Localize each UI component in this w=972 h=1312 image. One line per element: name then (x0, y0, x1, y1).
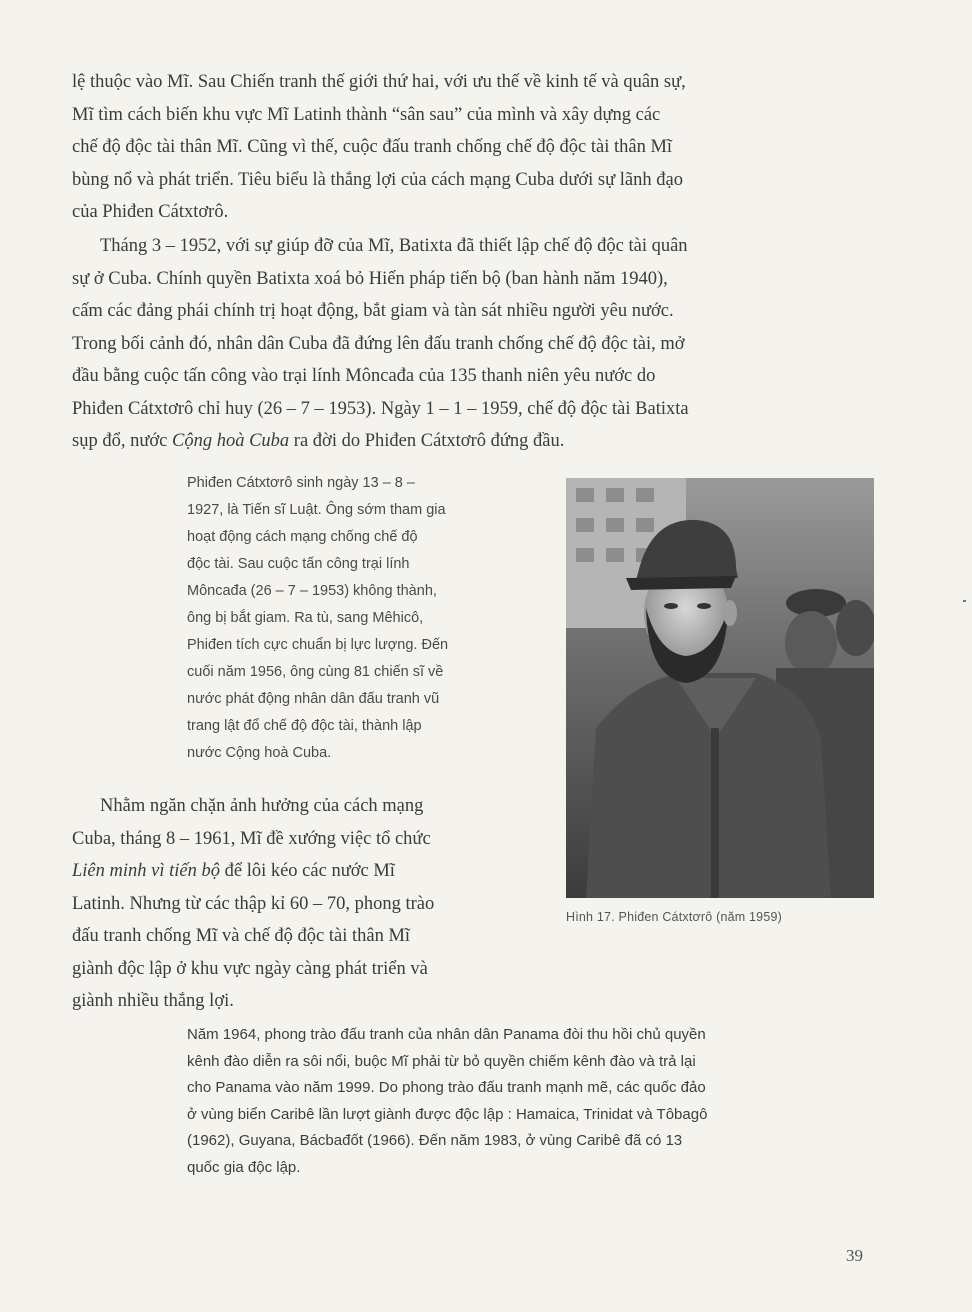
bio-line: Phiđen Cátxtơrô sinh ngày 13 – 8 – (187, 475, 415, 491)
bio-line: ông bị bắt giam. Ra tù, sang Mêhicô, (187, 610, 424, 626)
note-line: Năm 1964, phong trào đấu tranh của nhân dân Panama đòi thu hồi chủ quyền (187, 1026, 706, 1043)
portrait-illustration (566, 478, 874, 898)
text-run: ra đời do Phiđen Cátxtơrô đứng đầu. (289, 431, 565, 451)
page-number: 39 (846, 1246, 863, 1265)
bio-line: trang lật đổ chế độ độc tài, thành lập (187, 718, 422, 734)
bio-line: độc tài. Sau cuộc tấn công trại lính (187, 556, 410, 572)
text-run: để lôi kéo các nước Mĩ (219, 861, 395, 881)
bio-box (187, 470, 547, 767)
bio-line: Môncađa (26 – 7 – 1953) không thành, (187, 583, 437, 599)
text-line: Mĩ tìm cách biến khu vực Mĩ Latinh thành “sân sau” của mình và xây dựng các (72, 104, 661, 125)
text-line: sự ở Cuba. Chính quyền Batixta xoá bỏ Hiến pháp tiến bộ (ban hành năm 1940), (72, 268, 668, 289)
bio-line: nước phát động nhân dân đấu tranh vũ (187, 691, 440, 707)
text-run: sụp đổ, nước (72, 431, 172, 451)
paragraph-alliance (72, 790, 542, 1018)
note-line: kênh đào diễn ra sôi nổi, buộc Mĩ phải từ bỏ quyền chiếm kênh đào và trả lại (187, 1052, 696, 1070)
text-line: Nhằm ngăn chặn ảnh hưởng của cách mạng (100, 796, 424, 816)
text-line: Phiđen Cátxtơrô chỉ huy (26 – 7 – 1953). Ngày 1 – 1 – 1959, chế độ độc tài Batixta (72, 398, 689, 419)
text-line (72, 855, 542, 888)
bio-line: cuối năm 1956, ông cùng 81 chiến sĩ về (187, 664, 444, 680)
note-box (187, 1022, 887, 1181)
scan-mark (963, 600, 966, 602)
note-line: ở vùng biển Caribê lần lượt giành được độc lập : Hamaica, Trinidat và Tôbagô (187, 1105, 708, 1123)
paragraph-batista (72, 230, 872, 458)
text-line (72, 425, 872, 458)
text-line: đấu tranh chống Mĩ và chế độ độc tài thân Mĩ (72, 926, 411, 946)
text-line: Cuba, tháng 8 – 1961, Mĩ đề xướng việc tổ chức (72, 828, 431, 849)
text-line: Trong bối cảnh đó, nhân dân Cuba đã đứng lên đấu tranh chống chế độ độc tài, mở (72, 333, 685, 354)
note-line: quốc gia độc lập. (187, 1158, 301, 1176)
text-line: đầu bằng cuộc tấn công vào trại lính Môncađa của 135 thanh niên yêu nước do (72, 366, 656, 386)
bio-line: nước Cộng hoà Cuba. (187, 745, 332, 761)
text-line: chế độ độc tài thân Mĩ. Cũng vì thế, cuộc đấu tranh chống chế độ độc tài thân Mĩ (72, 137, 673, 157)
bio-line: 1927, là Tiến sĩ Luật. Ông sớm tham gia (187, 502, 446, 518)
paragraph-intro (72, 66, 872, 229)
text-line: Tháng 3 – 1952, với sự giúp đỡ của Mĩ, Batixta đã thiết lập chế độ độc tài quân (100, 236, 688, 256)
italic-term: Cộng hoà Cuba (171, 431, 290, 451)
portrait-photo (566, 478, 874, 898)
text-line: giành độc lập ở khu vực ngày càng phát triển và (72, 958, 428, 979)
text-line: lệ thuộc vào Mĩ. Sau Chiến tranh thế giới thứ hai, với ưu thế về kinh tế và quân sự, (72, 72, 686, 92)
figure-caption: Hình 17. Phiđen Cátxtơrô (năm 1959) (566, 910, 783, 924)
note-line: (1962), Guyana, Bácbađốt (1966). Đến năm 1983, ở vùng Caribê đã có 13 (187, 1132, 683, 1149)
text-line: bùng nổ và phát triển. Tiêu biểu là thắng lợi của cách mạng Cuba dưới sự lãnh đạo (72, 169, 683, 190)
note-line: cho Panama vào năm 1999. Do phong trào đấu tranh mạnh mẽ, các quốc đảo (187, 1079, 706, 1096)
text-line: giành nhiều thắng lợi. (72, 991, 234, 1011)
bio-line: Phiđen tích cực chuẩn bị lực lượng. Đến (187, 637, 449, 653)
bio-line: hoạt động cách mạng chống chế độ (187, 529, 418, 545)
text-line: cấm các đảng phái chính trị hoạt động, bắt giam và tàn sát nhiều người yêu nước. (72, 301, 674, 321)
text-line: của Phiđen Cátxtơrô. (72, 202, 229, 222)
text-line: Latinh. Nhưng từ các thập kỉ 60 – 70, phong trào (72, 893, 435, 914)
italic-term: Liên minh vì tiến bộ (72, 861, 220, 881)
